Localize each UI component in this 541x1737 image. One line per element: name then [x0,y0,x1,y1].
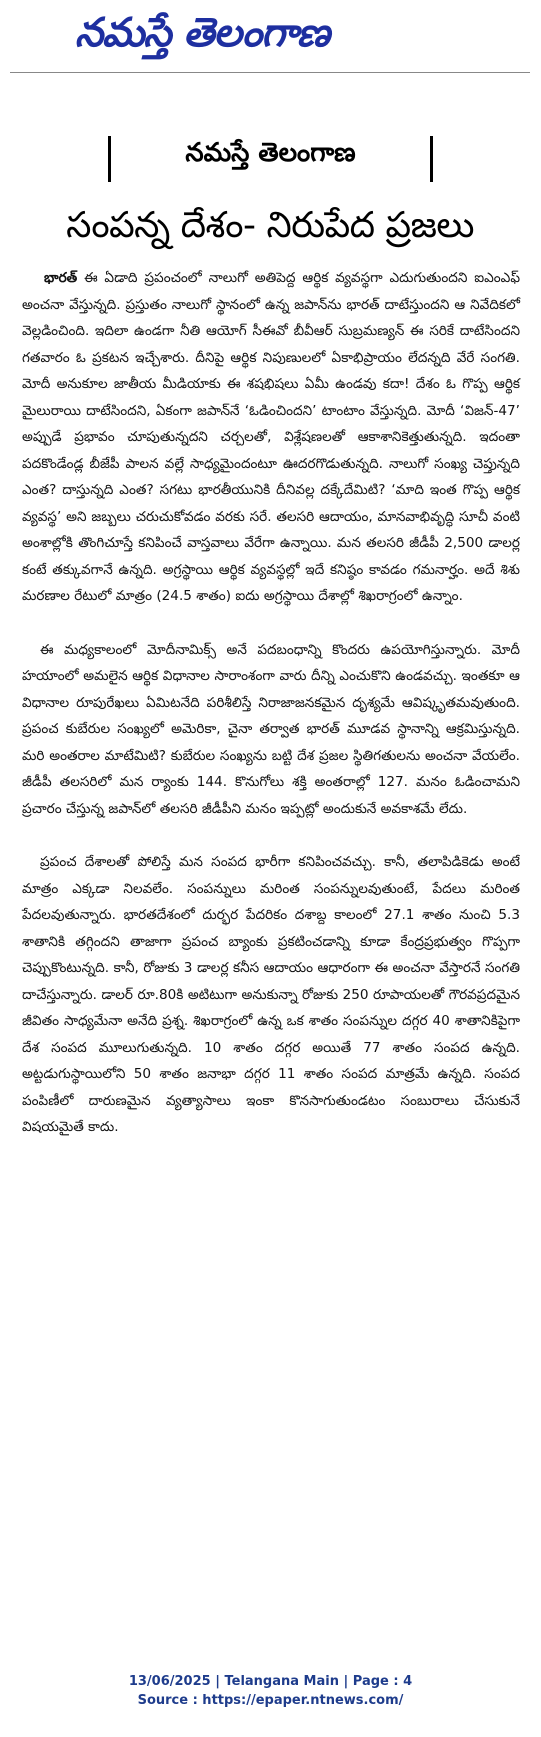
article-body [22,265,520,1168]
section-right-bar [430,136,433,182]
masthead [0,0,541,80]
article-lead-word: భారత్ [44,270,78,286]
footer-source-line: Source : https://epaper.ntnews.com/ [137,1693,404,1708]
masthead-logo: నమస్తే తెలంగాణ [75,10,330,56]
article-paragraph-2: ఈ మధ్యకాలంలో మోదీనామిక్స్ అనే పదబంధాన్ని కొందరు ఉపయోగిస్తున్నారు. మోదీ హయాంలో అమలైన ఆర్థిక విధానాల సారాంశంగా వారు దీన్ని ఎంచుకొని ఉండవచ్చు. ఇంతకూ ఆ విధానాల రూపురేఖలు ఏమిటనేది పరిశీలిస్తే నిరాజాజనకమైన దృశ్యమే ఆవిష్కృతమవుతుంది. ప్రపంచ కుబేరుల సంఖ్యలో అమెరికా, చైనా తర్వాత భారత్ మూడవ స్థానాన్ని ఆక్రమిస్తున్నది. మరి అంతరాల మాటేమిటి? కుబేరుల సంఖ్యను బట్టి దేశ ప్రజల స్థితిగతులను అంచనా వేయలేం. జీడీపీ తలసరిలో మన ర్యాంకు 144. కొనుగోలు శక్తి అంతరాల్లో 127. మనం ఓడించామని ప్రచారం చేస్తున్న జపాన్‌లో తలసరి జీడీపీని మనం ఇప్పట్లో అందుకునే అవకాశమే లేదు. [22,641,520,817]
footer-date-line: 13/06/2025 | Telangana Main | Page : 4 [128,1674,413,1689]
section-title: నమస్తే తెలంగాణ [185,138,356,168]
masthead-divider [10,72,530,73]
section-header [108,130,433,188]
article-paragraph-1 [22,265,520,610]
page-footer [0,1672,541,1710]
article-paragraph-3: ప్రపంచ దేశాలతో పోలిస్తే మన సంపద భారీగా కనిపించవచ్చు. కానీ, తలాపిడికెడు అంటే మాత్రం ఎక్కడా నిలవలేం. సంపన్నులు మరింత సంపన్నులవుతుంటే, పేదలు మరింత పేదలవుతున్నారు. భారతదేశంలో దుర్భర పేదరికం దశాబ్ద కాలంలో 27.1 శాతం నుంచి 5.3 శాతానికి తగ్గిందని తాజాగా ప్రపంచ బ్యాంకు ప్రకటించడాన్ని కూడా కేంద్రప్రభుత్వం గొప్పగా చెప్పుకొంటున్నది. కానీ, రోజుకు 3 డాలర్ల కనీస ఆదాయం ఆధారంగా ఈ అంచనా వేస్తారనే సంగతి దాచేస్తున్నారు. డాలర్ రూ.80కి అటిటుగా అనుకున్నా రోజుకు 250 రూపాయలతో గౌరవప్రదమైన జీవితం సాధ్యమేనా అనేది ప్రశ్న. శిఖరాగ్రంలో ఉన్న ఒక శాతం సంపన్నుల దగ్గర 40 శాతానికిపైగా దేశ సంపద మూలుగుతున్నది. 10 శాతం దగ్గర అయితే 77 శాతం సంపద ఉన్నది. అట్టడుగుస్థాయిలోని 50 శాతం జనాభా దగ్గర 11 శాతం సంపద మాత్రమే ఉన్నది. సంపద పంపిణీలో దారుణమైన వ్యత్యాసాలు ఇంకా కొనసాగుతుండటం సంబురాలు చేసుకునే విషయమైతే కాదు. [22,854,520,1135]
article-headline: సంపన్న దేశం- నిరుపేద ప్రజలు [66,205,474,246]
article-paragraph-1-text: ఈ ఏడాది ప్రపంచంలో నాలుగో అతిపెద్ద ఆర్థిక వ్యవస్థగా ఎదుగుతుందని ఐఎంఎఫ్ అంచనా వేస్తున్నది. ప్రస్తుతం నాలుగో స్థానంలో ఉన్న జపాన్‌ను భారత్ దాటేస్తుందని ఆ నివేదికలో వెల్లడించింది. ఇదిలా ఉండగా నీతి ఆయోగ్ సీఈవో బీవీఆర్ సుబ్రమణ్యన్ ఈ సరికే దాటేసిందని గతవారం ఓ ప్రకటన ఇచ్చేశారు. దీనిపై ఆర్థిక నిపుణులలో ఏకాభిప్రాయం లేదన్నది వేరే సంగతి. మోదీ అనుకూల జాతీయ మీడియాకు ఈ శషభిషలు ఏమీ ఉండవు కదా! దేశం ఓ గొప్ప ఆర్థిక మైలురాయి దాటేసిందని, ఏకంగా జపాన్‌నే ‘ఓడించిందని’ టాంటాం వేస్తున్నది. మోదీ ‘విజన్-47’ అప్పుడే ప్రభావం చూపుతున్నదని చర్చలతో, విశ్లేషణలతో ఆకాశానికెత్తుతున్నది. ఇదంతా పదకొండేండ్ల బీజేపీ పాలన వల్లే సాధ్యమైందంటూ ఊదరగొడుతున్నది. నాలుగో సంఖ్య చెప్తున్నది ఎంత? దాస్తున్నది ఎంత? సగటు భారతీయునికి దీనివల్ల దక్కేదేమిటి? ‘మాది ఇంత గొప్ప ఆర్థిక వ్యవస్థ’ అని జబ్బలు చరుచుకోవడం వరకు సరే. తలసరి ఆదాయం, మానవాభివృద్ధి సూచీ వంటి అంశాల్లోకి తొంగిచూస్తే కనిపించే వాస్తవాలు వేరేగా ఉన్నాయి. మన తలసరి జీడీపీ 2,500 డాలర్ల కంటే తక్కువగానే ఉన్నది. అగ్రస్థాయి ఆర్థిక వ్యవస్థల్లో ఇదే కనిష్ఠం కావడం గమనార్హం. అదే శిశు మరణాల రేటులో మాత్రం (24.5 శాతం) ఐదు అగ్రస్థాయి దేశాల్లో శిఖరాగ్రంలో ఉన్నాం. [22,270,520,604]
